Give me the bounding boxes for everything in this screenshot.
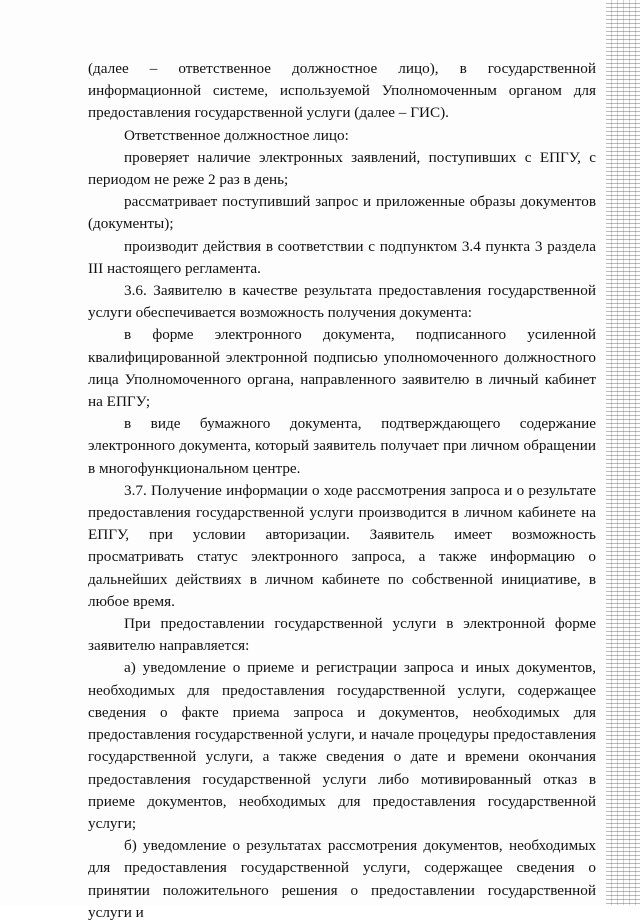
paragraph-notifications-intro: При предоставлении государственной услуги в электронной форме заявителю направляется: (88, 615, 596, 655)
paragraph-responsible-person: Ответственное должностное лицо: (124, 126, 349, 144)
paragraph-notification-a: а) уведомление о приеме и регистрации запроса и иных документов, необходимых для предоставления государственной услуги, содержащее сведения о факте приема запроса и документов, необходимых для предоставления государственной услуги, и начале процедуры предоставления государственной услуги, а также сведения о дате и времени окончания предоставления государственной услуги либо мотивированный отказ в приеме документов, необходимых для предоставления государственной услуги; (88, 659, 596, 832)
paragraph-notification-b: б) уведомление о результатах рассмотрения документов, необходимых для предоставления государственной услуги, содержащее сведения о принятии положительного решения о предоставлении государственной услуги и (88, 837, 596, 921)
paragraph-section-3-6: 3.6. Заявителю в качестве результата предоставления государственной услуги обеспечивается возможность получения документа: (88, 282, 596, 322)
paragraph-performs-actions: производит действия в соответствии с подпунктом 3.4 пункта 3 раздела III настоящего регламента. (88, 237, 596, 277)
paragraph-electronic-form: в форме электронного документа, подписанного усиленной квалифицированной электронной подписью уполномоченного должностного лица Уполномоченного органа, направленного заявителю в личный кабинет на ЕПГУ; (88, 326, 596, 411)
paragraph-reviews-request: рассматривает поступивший запрос и приложенные образы документов (документы); (88, 193, 596, 233)
paragraph-section-3-7: 3.7. Получение информации о ходе рассмотрения запроса и о результате предоставления государственной услуги производится в личном кабинете на ЕПГУ, при условии авторизации. Заявитель имеет возможность просматривать статус электронного запроса, а также информацию о дальнейших действиях в личном кабинете по собственной инициативе, в любое время. (88, 481, 596, 610)
scan-edge-artifact (606, 0, 640, 905)
document-body (88, 58, 596, 924)
paragraph-intro: (далее – ответственное должностное лицо), в государственной информационной системе, используемой Уполномоченным органом для предоставления государственной услуги (далее – ГИС). (88, 60, 596, 122)
paragraph-paper-form: в виде бумажного документа, подтверждающего содержание электронного документа, который заявитель получает при личном обращении в многофункциональном центре. (88, 415, 596, 477)
paragraph-checks-applications: проверяет наличие электронных заявлений, поступивших с ЕПГУ, с периодом не реже 2 раз в день; (88, 148, 596, 189)
